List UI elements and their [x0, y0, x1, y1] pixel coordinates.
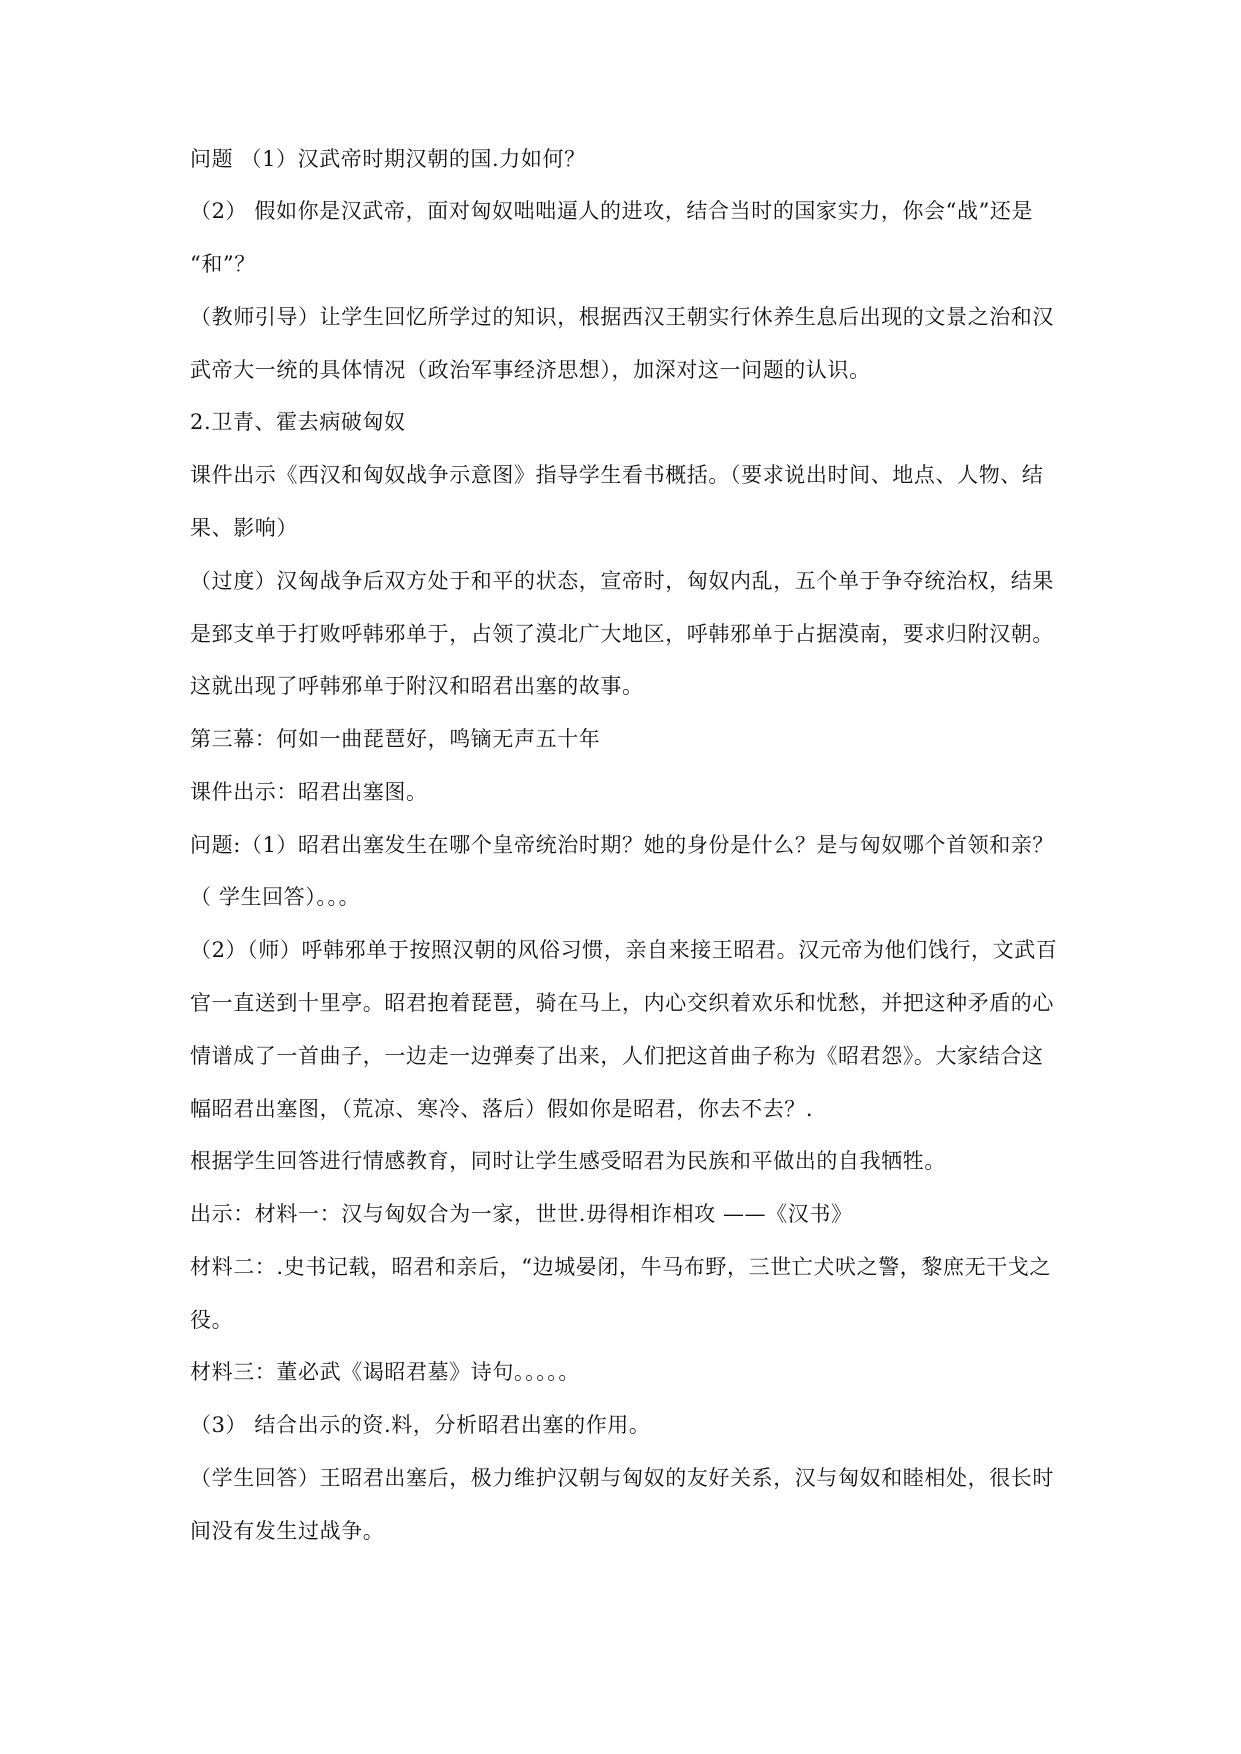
text-line: “和”？: [190, 252, 256, 276]
text-line: （ 学生回答）。。。: [190, 885, 361, 909]
text-line: 课件出示《西汉和匈奴战争示意图》指导学生看书概括。（要求说出时间、地点、人物、结: [190, 463, 1044, 487]
text-line: 这就出现了呼韩邪单于附汉和昭君出塞的故事。: [190, 674, 644, 698]
text-line: 官一直送到十里亭。昭君抱着琵琶，骑在马上，内心交织着欢乐和忧愁，并把这种矛盾的心: [190, 991, 1054, 1015]
text-line: 幅昭君出塞图，（荒凉、寒冷、落后）假如你是昭君，你去不去？.: [190, 1097, 814, 1121]
text-line: 材料三：董必武《谒昭君墓》诗句。。。。。: [190, 1360, 580, 1384]
text-line: 武帝大一统的具体情况（政治军事经济思想），加深对这一问题的认识。: [190, 358, 871, 382]
text-line: （2） 假如你是汉武帝，面对匈奴咄咄逼人的进攻，结合当时的国家实力，你会“战”还是: [190, 199, 1034, 223]
text-line: 情谱成了一首曲子，一边走一边弹奏了出来，人们把这首曲子称为《昭君怨》。大家结合这: [190, 1044, 1044, 1068]
text-line: 课件出示：昭君出塞图。: [190, 780, 428, 804]
text-line: 出示：材料一：汉与匈奴合为一家，世世.毋得相诈相攻 ——《汉书》: [190, 1202, 853, 1226]
text-line: 是郅支单于打败呼韩邪单于，占领了漠北广大地区，呼韩邪单于占据漠南，要求归附汉朝。: [190, 622, 1054, 646]
text-line: 役。: [190, 1308, 234, 1332]
text-line: （过度）汉匈战争后双方处于和平的状态，宣帝时，匈奴内乱，五个单于争夺统治权，结果: [190, 569, 1054, 593]
text-line: 问题:（1）昭君出塞发生在哪个皇帝统治时期？她的身份是什么？是与匈奴哪个首领和亲？: [190, 833, 1055, 857]
text-line: 材料二：.史书记载，昭君和亲后，“边城晏闭，牛马布野，三世亡犬吠之警，黎庶无干戈之: [190, 1255, 1052, 1279]
text-line: 问题 （1）汉武帝时期汉朝的国.力如何？: [190, 147, 586, 171]
text-line: （2）（师）呼韩邪单于按照汉朝的风俗习惯，亲自来接王昭君。汉元帝为他们饯行，文武百: [190, 938, 1058, 962]
section-heading: 2.卫青、霍去病破匈奴: [190, 410, 406, 434]
text-line: 间没有发生过战争。: [190, 1519, 385, 1543]
text-line: 果、影响）: [190, 516, 298, 540]
text-line: （3） 结合出示的资.料，分析昭君出塞的作用。: [190, 1413, 651, 1437]
text-line: 根据学生回答进行情感教育，同时让学生感受昭君为民族和平做出的自我牺牲。: [190, 1149, 946, 1173]
text-line: （学生回答）王昭君出塞后，极力维护汉朝与匈奴的友好关系，汉与匈奴和睦相处，很长时: [190, 1466, 1054, 1490]
section-heading: 第三幕：何如一曲琵琶好，鸣镝无声五十年: [190, 727, 601, 751]
text-line: （教师引导）让学生回忆所学过的知识，根据西汉王朝实行休养生息后出现的文景之治和汉: [190, 305, 1054, 329]
